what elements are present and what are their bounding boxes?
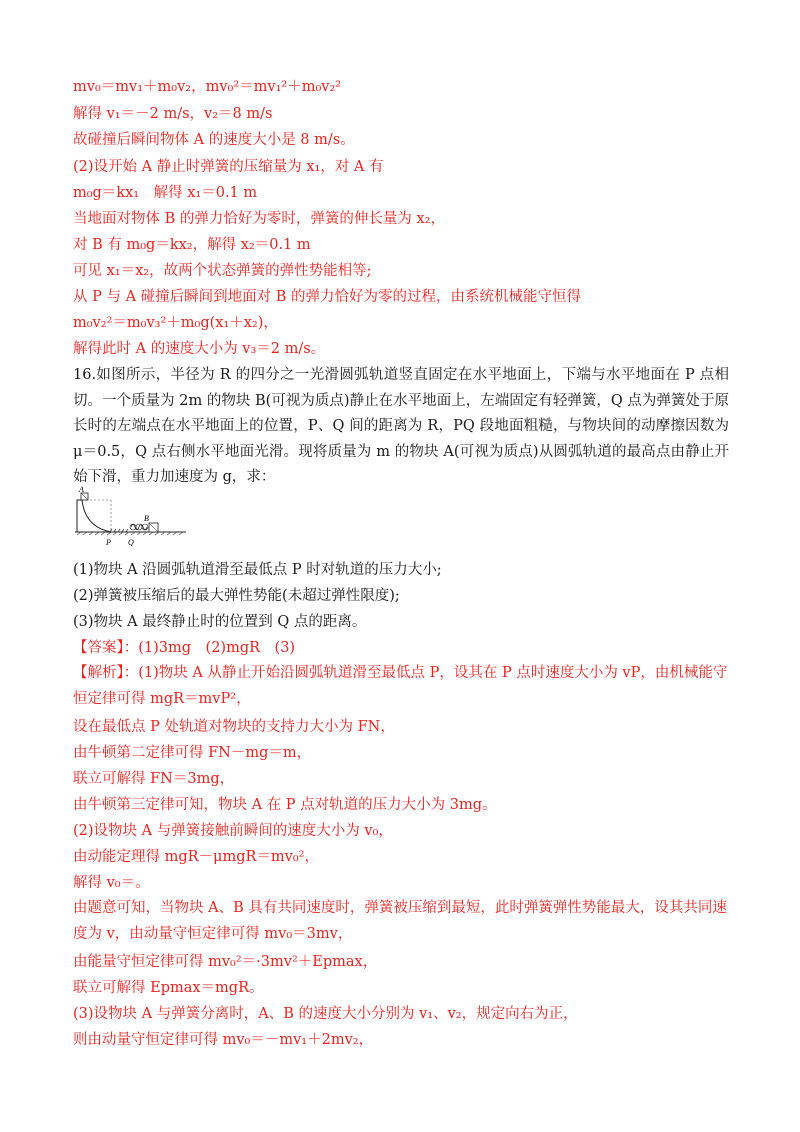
analysis-text: 【解析】：(1)物块 A 从静止开始沿圆弧轨道滑至最低点 P，设其在 P 点时速度大小为 vP，由机械能守恒定律可得 mgR＝mvP²， xyxy=(73,665,728,707)
solution-line: 则由动量守恒定律可得 mv₀＝－mv₁＋2mv₂， xyxy=(73,1032,374,1048)
solution-line: (2)设物块 A 与弹簧接触前瞬间的速度大小为 v₀， xyxy=(73,823,393,839)
label-q: Q xyxy=(128,538,134,547)
solution-line: mv₀＝mv₁＋m₀v₂，mv₀²＝mv₁²＋m₀v₂² xyxy=(73,79,342,95)
solution-line: 解得 v₀＝。 xyxy=(73,875,150,891)
solution-line: (3)设物块 A 与弹簧分离时，A、B 的速度大小分别为 v₁、v₂，规定向右为正， xyxy=(73,1006,578,1022)
solution-line: 从 P 与 A 碰撞后瞬间到地面对 B 的弹力恰好为零的过程，由系统机械能守恒得 xyxy=(73,289,582,305)
solution-line: 解得 v₁＝－2 m/s，v₂＝8 m/s xyxy=(73,106,273,122)
sub-question: (2)弹簧被压缩后的最大弹性势能(未超过弹性限度); xyxy=(73,588,400,604)
track-figure xyxy=(73,485,188,555)
solution-line: (2)设开始 A 静止时弹簧的压缩量为 x₁，对 A 有 xyxy=(73,159,384,175)
solution-line: 故碰撞后瞬间物体 A 的速度大小是 8 m/s。 xyxy=(73,132,355,148)
label-b: B xyxy=(144,514,149,523)
answer-line: 【答案】：(1)3mg (2)mgR (3) xyxy=(73,640,296,656)
question-text: 16.如图所示，半径为 R 的四分之一光滑圆弧轨道竖直固定在水平地面上，下端与水平地面在 P 点相切。一个质量为 2m 的物块 B(可视为质点)静止在水平地面上，左端固定有轻弹簧，Q 点为弹簧处于原长时的左端点在水平地面上的位置，P、Q 间的距离为 R，PQ 段地面粗糙，与物块间的动摩擦因数为 μ＝0.5，Q 点右侧水平地面光滑。现将质量为 m 的物块 A(可视为质点)从圆弧轨道的最高点由静止开始下滑，重力加速度为 g，求： xyxy=(73,367,729,485)
solution-line: 由动能定理得 mgR－μmgR＝mv₀²， xyxy=(73,849,319,865)
solution-line: 由牛顿第二定律可得 FN－mg＝m， xyxy=(73,745,312,761)
solution-line: 解得此时 A 的速度大小为 v₃＝2 m/s。 xyxy=(73,341,326,357)
solution-line: 联立可解得 Epmax＝mgR。 xyxy=(73,980,264,996)
spring xyxy=(131,525,147,530)
solution-line: 对 B 有 m₀g＝kx₂，解得 x₂＝0.1 m xyxy=(73,237,311,253)
solution-line: 由能量守恒定律可得 mv₀²＝·3mv²＋Epmax， xyxy=(73,954,378,970)
label-a: A xyxy=(79,485,84,494)
label-p: P xyxy=(106,538,111,547)
analysis-text: 由题意可知，当物块 A、B 具有共同速度时，弹簧被压缩到最短，此时弹簧弹性势能最大，设其共同速度为 v，由动量守恒定律可得 mv₀＝3mv， xyxy=(73,900,727,942)
sub-question: (3)物块 A 最终静止时的位置到 Q 点的距离。 xyxy=(73,614,367,630)
solution-line: m₀g＝kx₁ 解得 x₁＝0.1 m xyxy=(73,185,258,201)
solution-line: 可见 x₁＝x₂，故两个状态弹簧的弹性势能相等; xyxy=(73,263,372,279)
solution-line: 由牛顿第三定律可知，物块 A 在 P 点对轨道的压力大小为 3mg。 xyxy=(73,797,497,813)
solution-line: m₀v₂²＝m₀v₃²＋m₀g(x₁＋x₂)， xyxy=(73,315,278,331)
solution-line: 当地面对物体 B 的弹力恰好为零时，弹簧的伸长量为 x₂， xyxy=(73,211,445,227)
sub-question: (1)物块 A 沿圆弧轨道滑至最低点 P 时对轨道的压力大小; xyxy=(73,562,442,578)
solution-line: 设在最低点 P 处轨道对物块的支持力大小为 FN， xyxy=(73,719,395,735)
solution-line: 联立可解得 FN＝3mg， xyxy=(73,771,235,787)
